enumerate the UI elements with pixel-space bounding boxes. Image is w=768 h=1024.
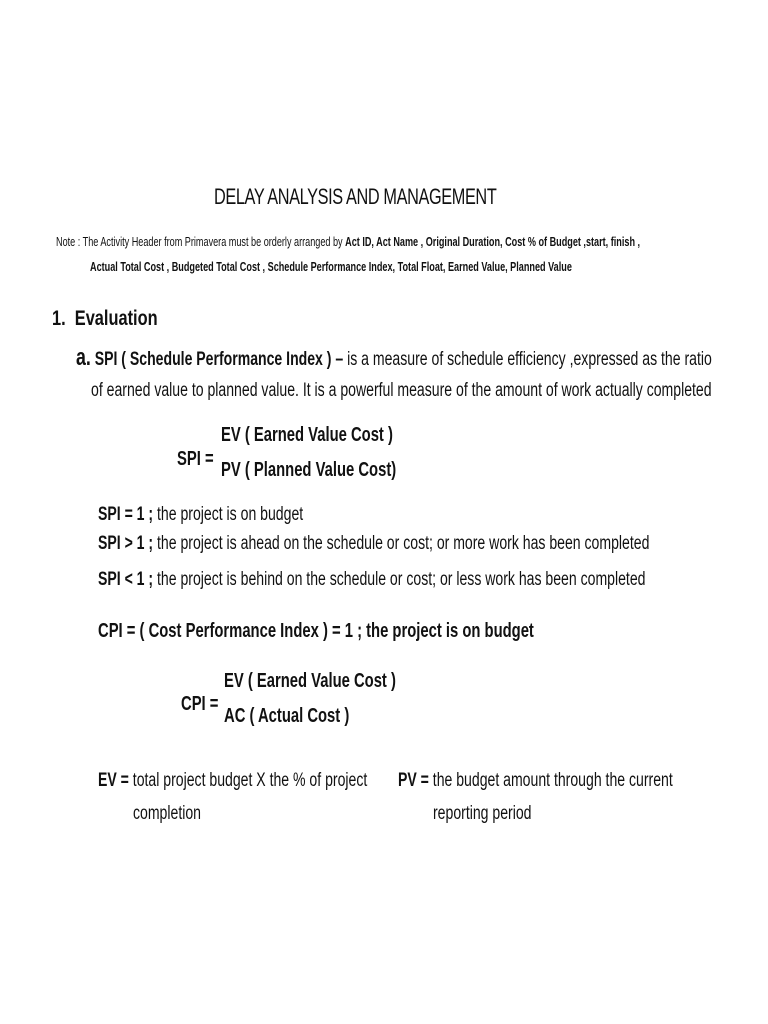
spi-formula-numerator: EV ( Earned Value Cost ) [221,424,393,446]
spi-condition-less: SPI < 1 ; the project is behind on the schedule or cost; or less work has been completed [98,569,646,590]
item-marker: a. [76,344,91,371]
spi-definition-line-2 [91,380,768,402]
section-heading [52,307,187,331]
spi-condition-greater: SPI > 1 ; the project is ahead on the schedule or cost; or more work has been completed [98,533,650,554]
pv-definition-line-2: reporting period [433,803,532,824]
spi-condition-equal: SPI = 1 ; the project is on budget [98,504,304,525]
ev-term: EV = [98,770,129,791]
ev-definition-line-2: completion [133,803,201,824]
spi-definition-cont: of earned value to planned value. It is a powerful measure of the amount of work actually completed [91,380,712,401]
cpi-formula-denominator: AC ( Actual Cost ) [224,705,350,727]
pv-definition-line-1: PV = the budget amount through the current [398,770,673,791]
section-title: Evaluation [74,307,158,330]
spi-formula-denominator: PV ( Planned Value Cost) [221,459,397,481]
page-title [214,184,596,210]
note-fields-1: Act ID, Act Name , Original Duration, Cost % of Budget ,start, finish , [345,234,641,249]
note-line-2 [90,259,768,274]
note-prefix: Note : The Activity Header from Primavera must be orderly arranged by [56,234,346,249]
spi-definition: is a measure of schedule efficiency ,expressed as the ratio [343,349,712,370]
section-number: 1. [52,307,66,330]
note-fields-2: Actual Total Cost , Budgeted Total Cost , Schedule Performance Index, Total Float, Earned Value, Planned Value [90,259,572,274]
spi-definition-line-1 [76,344,768,372]
ev-definition-line-1: EV = total project budget X the % of project [98,770,368,791]
cpi-formula-lhs: CPI = [181,693,219,715]
spi-term: SPI ( Schedule Performance Index ) – [94,349,344,370]
pv-term: PV = [398,770,429,791]
note-line-1 [56,234,768,249]
title-text: DELAY ANALYSIS AND MANAGEMENT [214,184,497,209]
cpi-definition: CPI = ( Cost Performance Index ) = 1 ; the project is on budget [98,620,534,642]
spi-formula-lhs: SPI = [177,448,214,470]
cpi-formula-numerator: EV ( Earned Value Cost ) [224,670,396,692]
